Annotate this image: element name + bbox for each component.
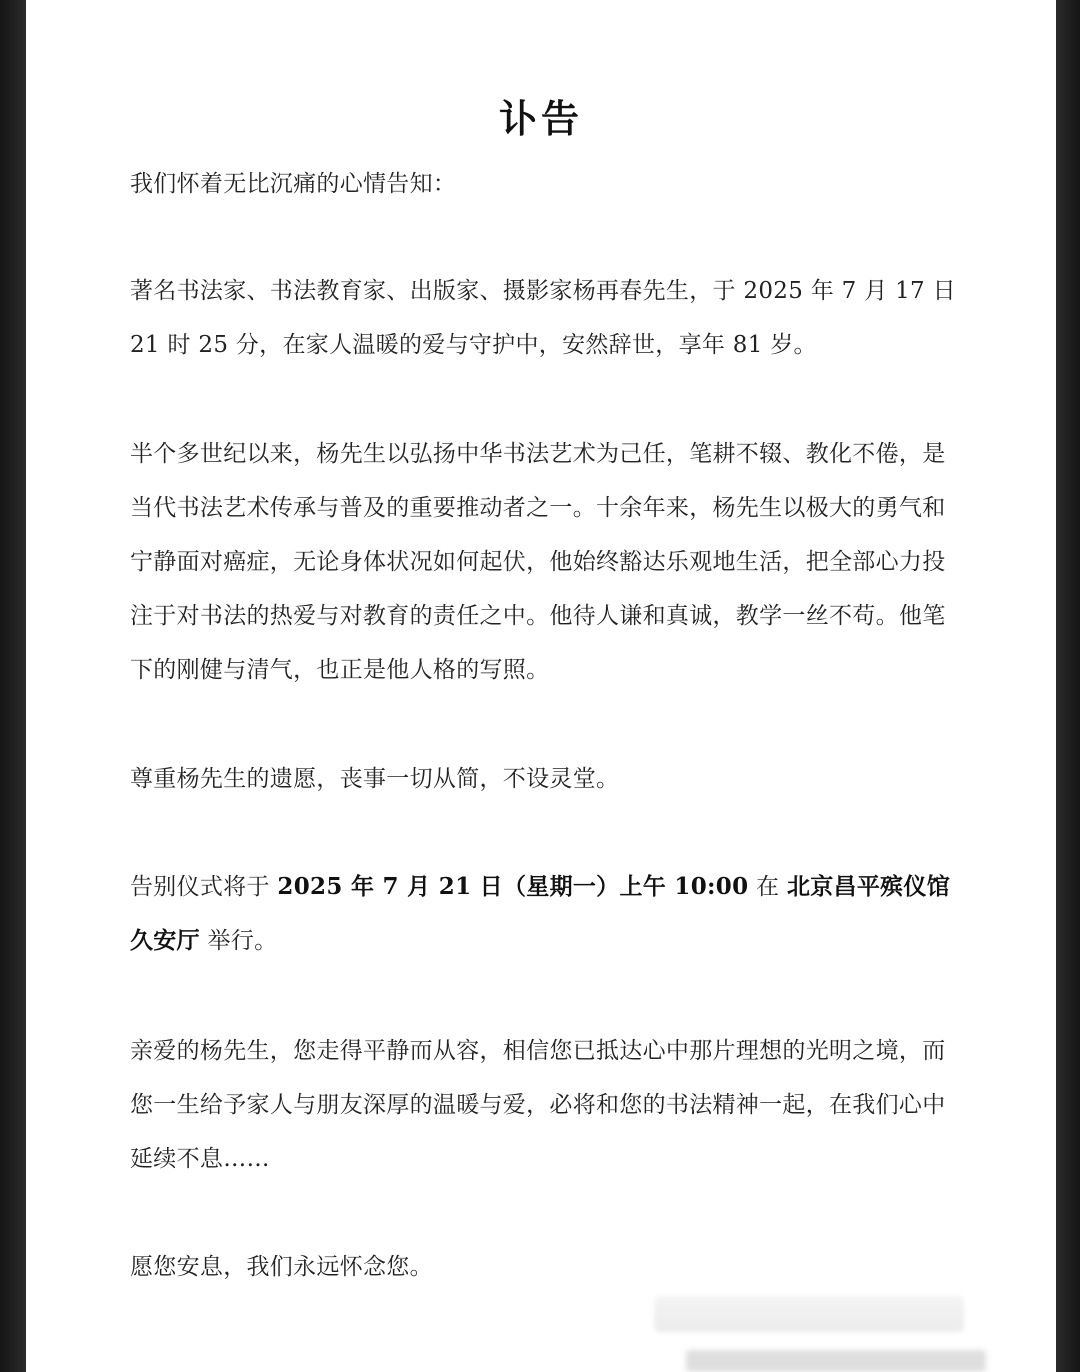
blurred-contact xyxy=(686,1350,986,1372)
obituary-document xyxy=(26,0,1056,1372)
left-edge xyxy=(0,0,26,1372)
blurred-signature xyxy=(654,1296,964,1332)
wishes-paragraph: 尊重杨先生的遗愿，丧事一切从简，不设灵堂。 xyxy=(130,766,620,792)
announcement-paragraph: 著名书法家、书法教育家、出版家、摄影家杨再春先生，于 2025 年 7 月 17 日 21 时 25 分，在家人温暖的爱与守护中，安然辞世，享年 81 岁。 xyxy=(130,278,956,358)
ceremony-prefix: 告别仪式将于 xyxy=(130,874,278,900)
biography-paragraph: 半个多世纪以来，杨先生以弘扬中华书法艺术为己任，笔耕不辍、教化不倦，是当代书法艺术传承与普及的重要推动者之一。十余年来，杨先生以极大的勇气和宁静面对癌症，无论身体状况如何起伏，他始终豁达乐观地生活，把全部心力投注于对书法的热爱与对教育的责任之中。他待人谦和真诚，教学一丝不苟。他笔下的刚健与清气，也正是他人格的写照。 xyxy=(130,441,946,683)
ceremony-suffix: 举行。 xyxy=(199,928,278,954)
ceremony-venue: 北京昌平殡仪馆久安厅 xyxy=(130,873,951,954)
farewell-paragraph: 亲爱的杨先生，您走得平静而从容，相信您已抵达心中那片理想的光明之境，而您一生给予家人与朋友深厚的温暖与爱，必将和您的书法精神一起，在我们心中延续不息…… xyxy=(130,1038,946,1172)
intro-paragraph: 我们怀着无比沉痛的心情告知： xyxy=(130,171,457,197)
closing-paragraph: 愿您安息，我们永远怀念您。 xyxy=(130,1254,433,1280)
ceremony-datetime: 2025 年 7 月 21 日（星期一）上午 10:00 xyxy=(277,873,749,900)
ceremony-paragraph xyxy=(130,860,966,968)
ceremony-middle: 在 xyxy=(748,874,787,900)
document-title: 讣告 xyxy=(498,96,583,141)
right-edge xyxy=(1056,0,1080,1372)
